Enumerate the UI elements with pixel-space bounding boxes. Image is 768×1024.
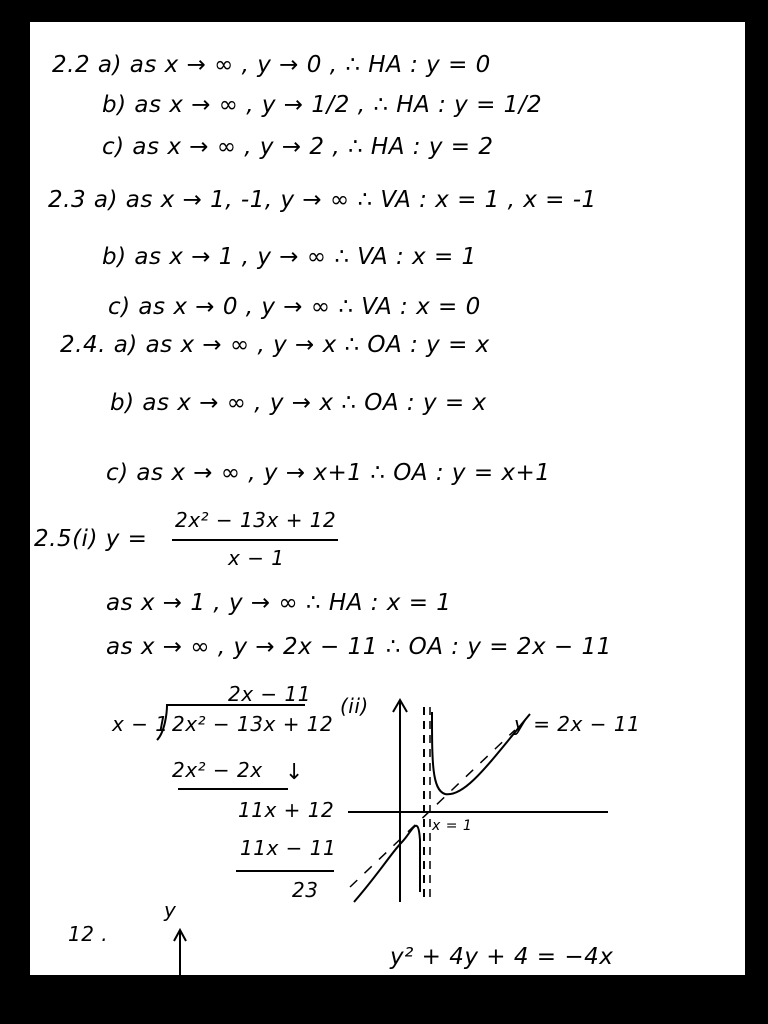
bottom-y-axis [170,927,190,975]
line-2-2a: 2.2 a) as x → ∞ , y → 0 , ∴ HA : y = 0 [52,52,491,78]
line-2-5-oa: as x → ∞ , y → 2x − 11 ∴ OA : y = 2x − 11 [106,634,612,660]
division-divisor: x − 1 [112,712,169,736]
division-dividend: 2x² − 13x + 12 [172,712,334,736]
division-step3: 11x − 11 [240,836,337,860]
y-axis-label: y [164,898,177,922]
line-2-2c: c) as x → ∞ , y → 2 , ∴ HA : y = 2 [102,134,494,160]
line-2-3b: b) as x → 1 , y → ∞ ∴ VA : x = 1 [102,244,477,270]
line-2-4c: c) as x → ∞ , y → x+1 ∴ OA : y = x+1 [106,460,551,486]
division-step1: 2x² − 2x [172,758,263,782]
fraction-denominator: x − 1 [228,546,285,570]
curve-lower-branch [354,826,420,902]
line-2-5-label: 2.5(i) y = [34,526,148,552]
line-2-2b: b) as x → ∞ , y → 1/2 , ∴ HA : y = 1/2 [102,92,543,118]
paper-sheet [30,22,745,975]
division-rule-1 [178,788,288,790]
line-2-4a: 2.4. a) as x → ∞ , y → x ∴ OA : y = x [60,332,490,358]
down-arrow-icon: ↓ [285,760,304,785]
line-2-5-ha: as x → 1 , y → ∞ ∴ HA : x = 1 [106,590,452,616]
fraction-numerator: 2x² − 13x + 12 [175,508,337,532]
graph-label: (ii) [340,694,369,718]
vertical-asymptote-label: x = 1 [432,818,473,834]
division-rule-2 [236,870,334,872]
line-2-3c: c) as x → 0 , y → ∞ ∴ VA : x = 0 [108,294,481,320]
line-2-3a: 2.3 a) as x → 1, -1, y → ∞ ∴ VA : x = 1 , x = -1 [48,187,597,213]
division-quotient: 2x − 11 [228,682,311,706]
division-step2: 11x + 12 [238,798,335,822]
question-12-label: 12 . [68,922,109,946]
oblique-asymptote-label: y = 2x − 11 [514,712,641,736]
fraction-bar [172,539,338,541]
equation-12: y² + 4y + 4 = −4x [390,944,614,970]
division-remainder: 23 [292,878,319,902]
line-2-4b: b) as x → ∞ , y → x ∴ OA : y = x [110,390,487,416]
